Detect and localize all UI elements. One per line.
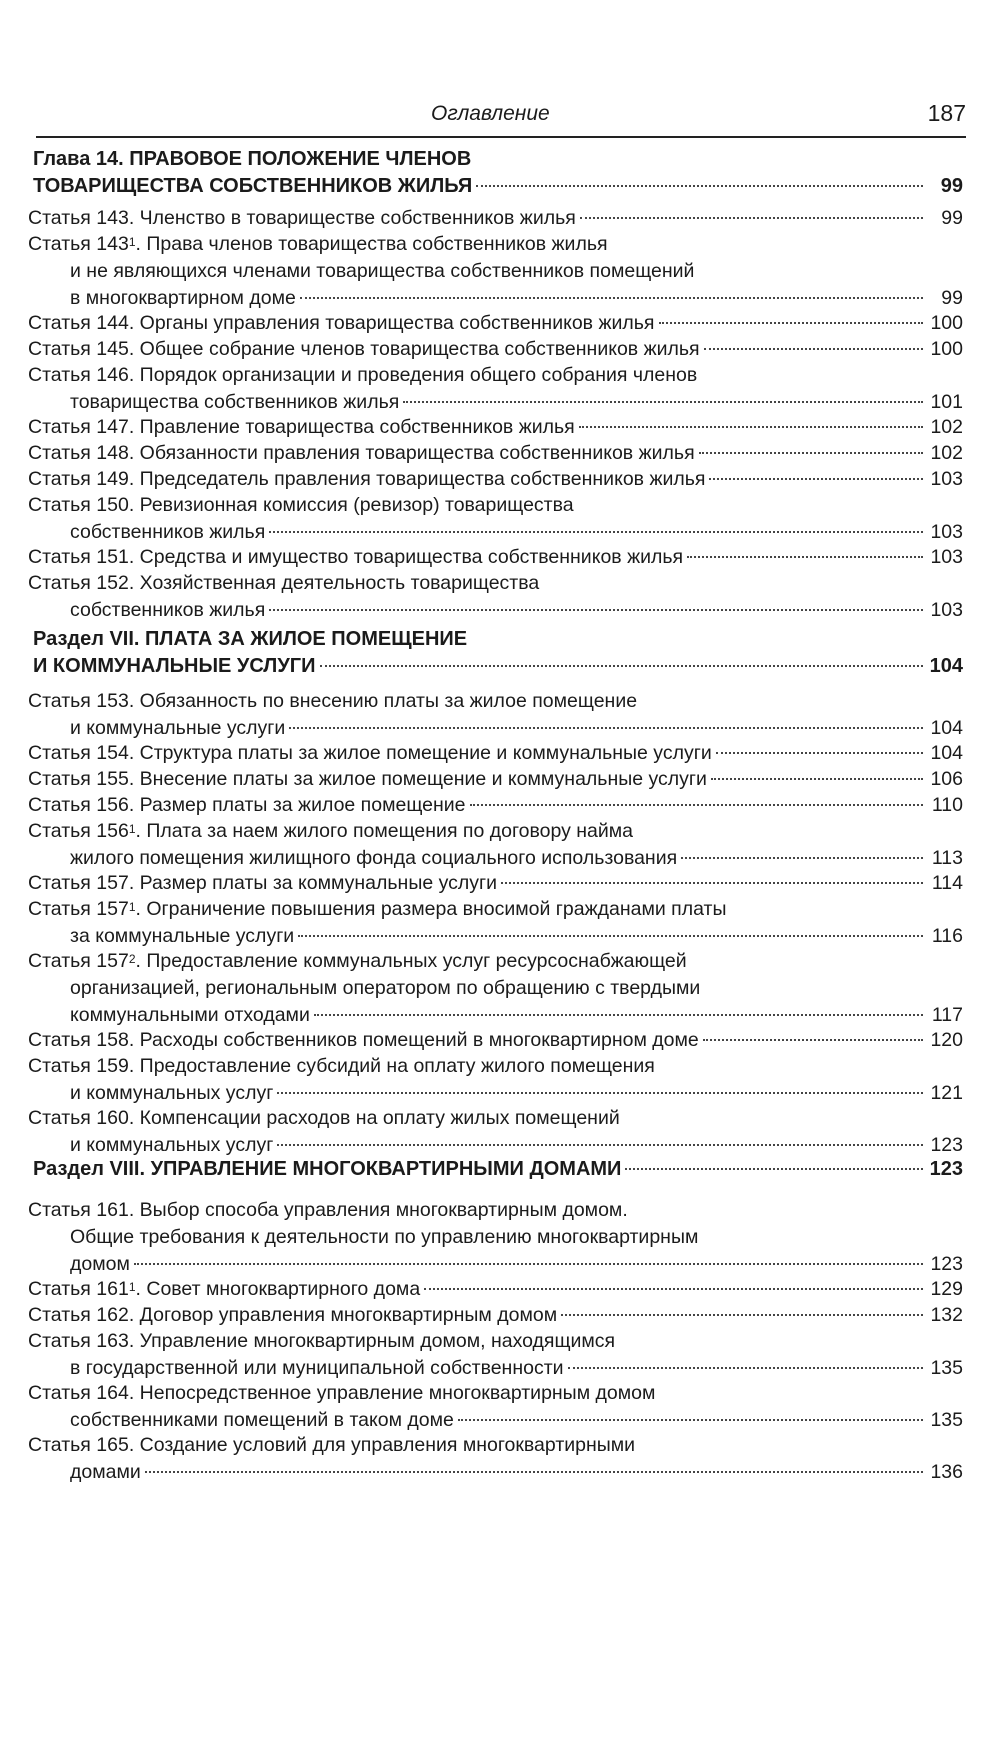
toc-entry[interactable] xyxy=(28,1105,963,1159)
dot-leader xyxy=(568,1367,923,1369)
toc-page-number: 102 xyxy=(930,442,963,464)
toc-entry[interactable] xyxy=(28,310,963,337)
article-label: Статья 156 xyxy=(28,794,129,816)
dot-leader xyxy=(561,1314,923,1316)
toc-line xyxy=(28,440,963,467)
toc-line-text: Статья 156. Размер платы за жилое помещение xyxy=(28,794,466,816)
dot-leader xyxy=(298,935,923,937)
toc-page-number: 117 xyxy=(931,1004,963,1026)
article-label: Статья 157 xyxy=(28,950,129,972)
toc-line-text: Статья 162. Договор управления многоквартирным домом xyxy=(28,1304,558,1326)
toc-line xyxy=(28,466,963,493)
toc-entry[interactable] xyxy=(28,818,963,872)
toc-line xyxy=(28,1407,963,1434)
dot-leader xyxy=(687,556,923,558)
toc-page-number: 99 xyxy=(941,287,963,309)
toc-page-number: 116 xyxy=(931,925,963,947)
toc-page-number: 123 xyxy=(930,1134,963,1156)
toc-line xyxy=(28,1276,963,1303)
header-divider xyxy=(36,136,966,138)
dot-leader xyxy=(625,1168,923,1170)
article-label: Статья 153 xyxy=(28,690,129,712)
toc-line xyxy=(28,389,963,416)
toc-section-heading[interactable] xyxy=(33,1156,963,1183)
toc-line-text xyxy=(70,1407,454,1434)
article-label: Статья 159 xyxy=(28,1055,129,1077)
toc-entry[interactable] xyxy=(28,205,963,232)
article-superscript: 1 xyxy=(128,900,136,914)
toc-line xyxy=(28,1132,963,1159)
toc-line-text: Статья 144. Органы управления товарищества собственников жилья xyxy=(28,312,655,334)
toc-line-text: Статья 154. Структура платы за жилое помещение и коммунальные услуги xyxy=(28,742,712,764)
toc-page-number: 103 xyxy=(930,546,963,568)
toc-line-text xyxy=(70,1080,273,1107)
dot-leader xyxy=(277,1092,923,1094)
toc-line-text xyxy=(70,1459,141,1486)
dot-leader xyxy=(709,478,923,480)
toc-line-text xyxy=(33,1156,621,1183)
article-label: Статья 158 xyxy=(28,1029,129,1051)
toc-page-number: 123 xyxy=(930,1253,963,1275)
toc-line xyxy=(33,173,963,200)
toc-section-heading[interactable] xyxy=(33,146,963,200)
toc-line xyxy=(28,1002,963,1029)
toc-line xyxy=(28,258,963,285)
entry-title-line: Органы управления товарищества собственников жилья xyxy=(139,312,655,334)
toc-line xyxy=(28,975,963,1002)
entry-title-line: Ревизионная комиссия (ревизор) товарищества xyxy=(139,494,574,516)
toc-line xyxy=(28,597,963,624)
entry-title-line: Создание условий для управления многоквартирными xyxy=(139,1434,636,1456)
entry-title-line: Правление товарищества собственников жилья xyxy=(139,416,575,438)
toc-page-number: 114 xyxy=(931,872,963,894)
toc-line xyxy=(28,310,963,337)
toc-page-number: 129 xyxy=(930,1278,963,1300)
dot-leader xyxy=(716,752,923,754)
dot-leader xyxy=(403,401,923,403)
toc-entry[interactable] xyxy=(28,688,963,742)
entry-title-line: в многоквартирном доме xyxy=(70,287,296,309)
toc-line-text: Статья 157. Размер платы за коммунальные услуги xyxy=(28,872,498,894)
entry-title-line: коммунальными отходами xyxy=(70,1004,310,1026)
toc-entry[interactable] xyxy=(28,1380,963,1434)
toc-line-text xyxy=(70,715,285,742)
section-heading-line: Раздел VIII. УПРАВЛЕНИЕ МНОГОКВАРТИРНЫМИ ДОМАМИ xyxy=(33,1158,622,1180)
toc-section-heading[interactable] xyxy=(33,626,963,680)
dot-leader xyxy=(269,609,923,611)
toc-line: Статья 165. Создание условий для управления многоквартирными xyxy=(28,1434,636,1456)
toc-line xyxy=(28,715,963,742)
entry-title-line: Членство в товариществе собственников жилья xyxy=(139,207,576,229)
toc-entry[interactable] xyxy=(28,231,963,312)
toc-line-text xyxy=(70,519,265,546)
entry-title-line: Размер платы за жилое помещение xyxy=(139,794,466,816)
toc-page-number: 104 xyxy=(930,742,963,764)
entry-title-line: Порядок организации и проведения общего собрания членов xyxy=(139,364,698,386)
toc-line xyxy=(28,845,963,872)
page-header xyxy=(36,98,966,138)
toc-line: Статья 160. Компенсации расходов на оплату жилых помещений xyxy=(28,1107,620,1129)
toc-line-text xyxy=(70,285,296,312)
toc-entry[interactable] xyxy=(28,792,963,819)
article-label: Статья 152 xyxy=(28,572,129,594)
article-label: Статья 147 xyxy=(28,416,129,438)
entry-title-line: жилого помещения жилищного фонда социального использования xyxy=(70,847,678,869)
entry-title-line: Общее собрание членов товарищества собственников жилья xyxy=(139,338,700,360)
toc-line-text xyxy=(70,1251,130,1278)
toc-line-text xyxy=(70,389,399,416)
entry-title-line: организацией, региональным оператором по обращению с твердыми xyxy=(70,977,701,999)
page-header-title: Оглавление xyxy=(431,102,550,125)
section-heading-line: Раздел VII. ПЛАТА ЗА ЖИЛОЕ ПОМЕЩЕНИЕ xyxy=(33,628,468,650)
dot-leader xyxy=(579,426,923,428)
toc-page-number: 100 xyxy=(930,312,963,334)
toc-line xyxy=(33,1156,963,1183)
article-label: Статья 160 xyxy=(28,1107,129,1129)
toc-page-number: 103 xyxy=(930,468,963,490)
toc-line-text: Статья 145. Общее собрание членов товарищества собственников жилья xyxy=(28,338,700,360)
toc-line-text xyxy=(70,1132,273,1159)
entry-title-line: Права членов товарищества собственников жилья xyxy=(146,233,608,255)
toc-page-number: 136 xyxy=(930,1461,963,1483)
dot-leader xyxy=(320,665,924,667)
toc-line: Статья 159. Предоставление субсидий на оплату жилого помещения xyxy=(28,1055,655,1077)
entry-title-line: Председатель правления товарищества собственников жилья xyxy=(139,468,706,490)
article-label: Статья 165 xyxy=(28,1434,129,1456)
toc-line: Статья $143^1$. Права членов товарищества собственников жилья xyxy=(28,233,608,255)
article-label: Статья 143 xyxy=(28,233,129,255)
toc-entry[interactable] xyxy=(28,336,963,363)
dot-leader xyxy=(269,531,923,533)
article-superscript: 2 xyxy=(128,952,136,966)
entry-title-line: Средства и имущество товарищества собственников жилья xyxy=(139,546,684,568)
toc-line xyxy=(28,544,963,571)
dot-leader xyxy=(703,1039,923,1041)
article-label: Статья 148 xyxy=(28,442,129,464)
toc-entry[interactable] xyxy=(28,492,963,546)
toc-line-text: Статья 143. Членство в товариществе собственников жилья xyxy=(28,207,576,229)
toc-line xyxy=(28,766,963,793)
entry-title-line: Выбор способа управления многоквартирным домом. xyxy=(139,1199,628,1221)
toc-line: Статья 163. Управление многоквартирным домом, находящимся xyxy=(28,1330,616,1352)
toc-line xyxy=(28,1224,963,1251)
toc-line xyxy=(28,1302,963,1329)
entry-title-line: домами xyxy=(70,1461,141,1483)
toc-line xyxy=(33,653,963,680)
toc-line-text xyxy=(70,845,677,872)
article-superscript: 1 xyxy=(128,235,136,249)
dot-leader xyxy=(711,778,923,780)
toc-page-number: 123 xyxy=(929,1158,963,1180)
dot-leader xyxy=(704,348,923,350)
toc-entry[interactable] xyxy=(28,948,963,1029)
toc-line-text xyxy=(70,923,294,950)
toc-line xyxy=(28,1251,963,1278)
dot-leader xyxy=(501,882,923,884)
toc-page-number: 102 xyxy=(930,416,963,438)
section-heading-line: И КОММУНАЛЬНЫЕ УСЛУГИ xyxy=(33,655,316,677)
toc-page-number: 104 xyxy=(929,655,963,677)
section-heading-line: ТОВАРИЩЕСТВА СОБСТВЕННИКОВ ЖИЛЬЯ xyxy=(33,175,473,197)
toc-entry[interactable] xyxy=(28,740,963,767)
dot-leader xyxy=(314,1014,923,1016)
toc-line xyxy=(28,923,963,950)
toc-line-text xyxy=(70,597,265,624)
article-label: Статья 164 xyxy=(28,1382,129,1404)
entry-title-line: и не являющихся членами товарищества собственников помещений xyxy=(70,260,695,282)
toc-page-number: 106 xyxy=(930,768,963,790)
toc-page-number: 110 xyxy=(931,794,963,816)
toc-line-text: Статья 151. Средства и имущество товарищества собственников жилья xyxy=(28,546,684,568)
toc-entry[interactable] xyxy=(28,570,963,624)
toc-page-number: 121 xyxy=(930,1082,963,1104)
entry-title-line: за коммунальные услуги xyxy=(70,925,295,947)
toc-line-text: Статья 148. Обязанности правления товарищества собственников жилья xyxy=(28,442,695,464)
article-label: Статья 162 xyxy=(28,1304,129,1326)
toc-entry[interactable] xyxy=(28,870,963,897)
toc-entry[interactable] xyxy=(28,1276,963,1303)
toc-page-number: 100 xyxy=(930,338,963,360)
entry-title-line: и коммунальных услуг xyxy=(70,1134,274,1156)
toc-line: Статья 152. Хозяйственная деятельность товарищества xyxy=(28,572,540,594)
toc-entry[interactable] xyxy=(28,1197,963,1278)
article-label: Статья 143 xyxy=(28,207,129,229)
toc-line-text: Статья 155. Внесение платы за жилое помещение и коммунальные услуги xyxy=(28,768,707,790)
article-label: Статья 150 xyxy=(28,494,129,516)
toc-line: Статья 146. Порядок организации и проведения общего собрания членов xyxy=(28,364,698,386)
toc-page-number: 120 xyxy=(930,1029,963,1051)
toc-entry[interactable] xyxy=(28,466,963,493)
toc-entry[interactable] xyxy=(28,1432,963,1486)
toc-page-number: 132 xyxy=(930,1304,963,1326)
entry-title-line: Общие требования к деятельности по управлению многоквартирным xyxy=(70,1226,699,1248)
toc-entry[interactable] xyxy=(28,362,963,416)
article-label: Статья 149 xyxy=(28,468,129,490)
toc-entry[interactable] xyxy=(28,1302,963,1329)
entry-title-line: и коммунальные услуги xyxy=(70,717,286,739)
article-label: Статья 161 xyxy=(28,1199,129,1221)
article-label: Статья 155 xyxy=(28,768,129,790)
toc-line: Статья 150. Ревизионная комиссия (ревизор) товарищества xyxy=(28,494,574,516)
toc-line xyxy=(28,1459,963,1486)
article-label: Статья 151 xyxy=(28,546,129,568)
page-number: 187 xyxy=(927,100,966,126)
entry-title-line: Предоставление коммунальных услуг ресурсоснабжающей xyxy=(146,950,687,972)
entry-title-line: Договор управления многоквартирным домом xyxy=(139,1304,558,1326)
entry-title-line: Плата за наем жилого помещения по договору найма xyxy=(146,820,634,842)
entry-title-line: Управление многоквартирным домом, находящимся xyxy=(139,1330,616,1352)
entry-title-line: собственников жилья xyxy=(70,599,266,621)
entry-title-line: собственниками помещений в таком доме xyxy=(70,1409,454,1431)
entry-title-line: товарищества собственников жилья xyxy=(70,391,400,413)
toc-page-number: 103 xyxy=(930,521,963,543)
toc-entry[interactable] xyxy=(28,1027,963,1054)
toc-line: Статья 161. Выбор способа управления многоквартирным домом. xyxy=(28,1199,628,1221)
entry-title-line: Внесение платы за жилое помещение и коммунальные услуги xyxy=(139,768,707,790)
toc-line: Статья 153. Обязанность по внесению платы за жилое помещение xyxy=(28,690,638,712)
dot-leader xyxy=(300,297,923,299)
toc-entry[interactable] xyxy=(28,440,963,467)
section-heading-line: Глава 14. ПРАВОВОЕ ПОЛОЖЕНИЕ ЧЛЕНОВ xyxy=(33,148,472,170)
article-label: Статья 145 xyxy=(28,338,129,360)
toc-line xyxy=(28,519,963,546)
dot-leader xyxy=(681,857,923,859)
toc-page-number: 113 xyxy=(931,847,963,869)
dot-leader xyxy=(458,1419,923,1421)
dot-leader xyxy=(476,185,923,187)
toc-entry[interactable] xyxy=(28,1053,963,1107)
article-label: Статья 161 xyxy=(28,1278,129,1300)
toc-page-number: 101 xyxy=(930,391,963,413)
toc-page-number: 103 xyxy=(930,599,963,621)
dot-leader xyxy=(134,1263,923,1265)
entry-title-line: Структура платы за жилое помещение и коммунальные услуги xyxy=(139,742,712,764)
entry-title-line: Размер платы за коммунальные услуги xyxy=(139,872,498,894)
dot-leader xyxy=(580,217,923,219)
article-label: Статья 154 xyxy=(28,742,129,764)
toc-line-text xyxy=(33,653,316,680)
toc-line xyxy=(28,870,963,897)
toc-entry[interactable] xyxy=(28,1328,963,1382)
toc-line-text: Статья $161^1$. Совет многоквартирного дома xyxy=(28,1278,421,1300)
toc-line: Статья $157^2$. Предоставление коммунальных услуг ресурсоснабжающей xyxy=(28,950,687,972)
toc-line-text xyxy=(70,1002,310,1029)
toc-page-number: 99 xyxy=(940,175,963,197)
entry-title-line: Ограничение повышения размера вносимой гражданами платы xyxy=(146,898,727,920)
article-label: Статья 157 xyxy=(28,898,129,920)
toc-entry[interactable] xyxy=(28,766,963,793)
article-superscript: 1 xyxy=(128,822,136,836)
toc-line xyxy=(28,1355,963,1382)
toc-line xyxy=(28,336,963,363)
dot-leader xyxy=(277,1144,923,1146)
article-label: Статья 156 xyxy=(28,820,129,842)
toc-line xyxy=(28,792,963,819)
dot-leader xyxy=(659,322,924,324)
entry-title-line: собственников жилья xyxy=(70,521,266,543)
toc-line: Статья $157^1$. Ограничение повышения размера вносимой гражданами платы xyxy=(28,898,727,920)
toc-page-number: 135 xyxy=(930,1409,963,1431)
toc-page-number: 135 xyxy=(930,1357,963,1379)
dot-leader xyxy=(699,452,923,454)
entry-title-line: Расходы собственников помещений в многоквартирном доме xyxy=(139,1029,699,1051)
article-label: Статья 146 xyxy=(28,364,129,386)
toc-line-text: Статья 147. Правление товарищества собственников жилья xyxy=(28,416,575,438)
toc-line-text: Статья 149. Председатель правления товарищества собственников жилья xyxy=(28,468,706,490)
article-label: Статья 157 xyxy=(28,872,129,894)
entry-title-line: в государственной или муниципальной собственности xyxy=(70,1357,564,1379)
entry-title-line: Непосредственное управление многоквартирным домом xyxy=(139,1382,656,1404)
dot-leader xyxy=(470,804,923,806)
dot-leader xyxy=(145,1471,923,1473)
toc-line xyxy=(28,1027,963,1054)
toc-line-text xyxy=(33,173,472,200)
entry-title-line: Совет многоквартирного дома xyxy=(146,1278,421,1300)
toc-entry[interactable] xyxy=(28,544,963,571)
toc-page-number: 104 xyxy=(930,717,963,739)
dot-leader xyxy=(424,1288,923,1290)
toc-line xyxy=(28,1080,963,1107)
toc-line-text xyxy=(70,1355,564,1382)
toc-line xyxy=(28,740,963,767)
toc-line xyxy=(28,205,963,232)
entry-title-line: домом xyxy=(70,1253,130,1275)
article-label: Статья 144 xyxy=(28,312,129,334)
toc-entry[interactable] xyxy=(28,896,963,950)
toc-line: Статья 164. Непосредственное управление многоквартирным домом xyxy=(28,1382,656,1404)
entry-title-line: Обязанности правления товарищества собственников жилья xyxy=(139,442,695,464)
toc-line xyxy=(28,285,963,312)
article-superscript: 1 xyxy=(128,1280,136,1294)
entry-title-line: Компенсации расходов на оплату жилых помещений xyxy=(139,1107,620,1129)
entry-title-line: Хозяйственная деятельность товарищества xyxy=(139,572,540,594)
article-label: Статья 163 xyxy=(28,1330,129,1352)
entry-title-line: Предоставление субсидий на оплату жилого помещения xyxy=(139,1055,655,1077)
dot-leader xyxy=(289,727,923,729)
toc-line-text: Статья 158. Расходы собственников помещений в многоквартирном доме xyxy=(28,1029,699,1051)
entry-title-line: Обязанность по внесению платы за жилое помещение xyxy=(139,690,638,712)
toc-line xyxy=(28,414,963,441)
entry-title-line: и коммунальных услуг xyxy=(70,1082,274,1104)
toc-entry[interactable] xyxy=(28,414,963,441)
toc-line: Статья $156^1$. Плата за наем жилого помещения по договору найма xyxy=(28,820,634,842)
toc-page-number: 99 xyxy=(941,207,963,229)
